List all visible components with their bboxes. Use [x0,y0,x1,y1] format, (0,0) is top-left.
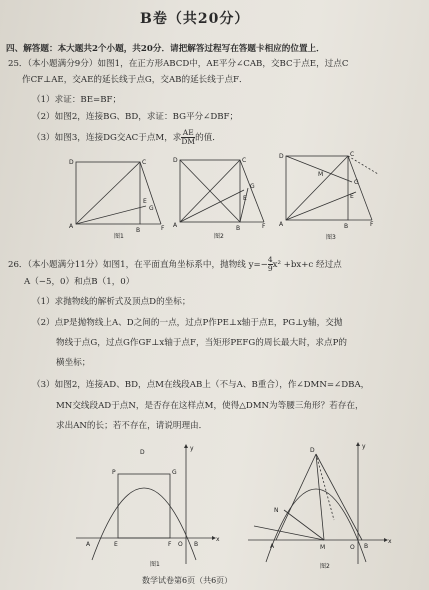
q25-sub1: （1）求证：BE=BF； [32,95,122,105]
svg-text:E: E [243,195,247,202]
svg-text:D: D [279,153,284,160]
svg-text:A: A [270,543,275,550]
q25-line2: 作CF⊥AE，交AE的延长线于点G，交AB的延长线于点F． [22,75,248,85]
q26-sub3b: MN交线段AD于点N，是否存在这样点M，使得△DMN为等腰三角形？若存在， [56,401,364,411]
svg-text:M: M [318,171,324,178]
svg-text:N: N [274,507,279,514]
svg-text:D: D [140,449,145,456]
svg-text:G: G [172,469,177,476]
svg-text:C: C [142,159,147,166]
q25-fraction: $\frac{AE}{DM}$ [181,128,196,146]
svg-text:B: B [364,543,369,550]
q26-figure-1 [72,442,222,570]
section-title: B卷（共20分） [140,11,250,27]
q26-coefficient: $\frac{4}{9}$ [267,255,273,273]
svg-text:F: F [168,541,172,548]
q26-sub2a: （2）点P是抛物线上A、D之间的一点，过点P作PE⊥x轴于点E，PG⊥y轴，交抛 [32,318,343,328]
q26-sub3c: 求出AN的长；若不存在，请说明理由． [56,421,208,431]
q25-caption-1: 图1 [114,233,124,240]
q26-caption-1: 图1 [150,561,160,568]
svg-text:C: C [242,157,247,164]
svg-text:M: M [320,544,326,551]
svg-text:E: E [114,541,118,548]
svg-text:A: A [69,223,74,230]
svg-text:B: B [194,541,199,548]
q25-figure-1 [66,158,176,240]
svg-text:B: B [136,227,141,234]
svg-text:x: x [216,536,220,543]
q25-sub3: （3）如图3，连接DG交AC于点M，求 $\frac{AE}{DM}$ 的值． [32,128,221,146]
svg-text:G: G [149,205,154,212]
svg-text:B: B [236,225,241,232]
svg-text:C: C [350,151,355,158]
svg-text:A: A [279,221,284,228]
q26-sub2c: 横坐标； [56,358,91,368]
svg-text:y: y [362,443,366,450]
svg-text:O: O [178,541,183,548]
svg-text:A: A [86,541,91,548]
svg-text:x: x [388,538,392,545]
svg-text:y: y [190,445,194,452]
q26-sub2b: 物线于点G，过点G作GF⊥x轴于点F，当矩形PEFG的周长最大时，求点P的 [56,338,347,348]
q25-caption-2: 图2 [214,233,224,240]
q26-line1: 26．（本小题满分11分）如图1，在平面直角坐标系中，抛物线 y=− $\frac{4}{9}$ x² +bx+c 经过点 [8,255,342,273]
svg-text:D: D [310,447,315,454]
q25-caption-3: 图3 [326,234,336,241]
svg-text:G: G [354,179,359,186]
svg-text:P: P [112,469,116,476]
svg-text:O: O [350,544,355,551]
q25-figure-2 [172,156,277,240]
svg-text:F: F [370,221,374,228]
q25-figure-3 [278,152,388,240]
svg-text:E: E [143,198,147,205]
svg-text:D: D [173,157,178,164]
q26-sub3a: （3）如图2，连接AD、BD，点M在线段AB上（不与A、B重合），作∠DMN=∠DBA， [32,380,370,390]
svg-text:F: F [262,223,266,230]
q26-sub1: （1）求抛物线的解析式及顶点D的坐标； [32,297,191,307]
svg-text:G: G [250,183,255,190]
svg-text:B: B [344,223,349,230]
q26-caption-2: 图2 [320,563,330,570]
q26-figure-2 [244,440,394,570]
instructions: 四、解答题：本大题共2个小题，共20分．请把解答过程写在答题卡相应的位置上． [6,44,325,54]
svg-text:E: E [350,193,354,200]
svg-text:F: F [161,225,165,232]
q25-line1: 25．（本小题满分9分）如图1，在正方形ABCD中，AE平分∠CAB，交BC于点E，过点C [8,59,349,69]
svg-text:A: A [173,222,178,229]
q25-sub2: （2）如图2，连接BG、BD，求证：BG平分∠DBF； [32,112,239,122]
q26-line2: A（−5，0）和点B（1，0） [24,277,135,287]
svg-text:D: D [69,159,74,166]
page-footer: 数学试卷第6页（共6页） [142,576,233,585]
